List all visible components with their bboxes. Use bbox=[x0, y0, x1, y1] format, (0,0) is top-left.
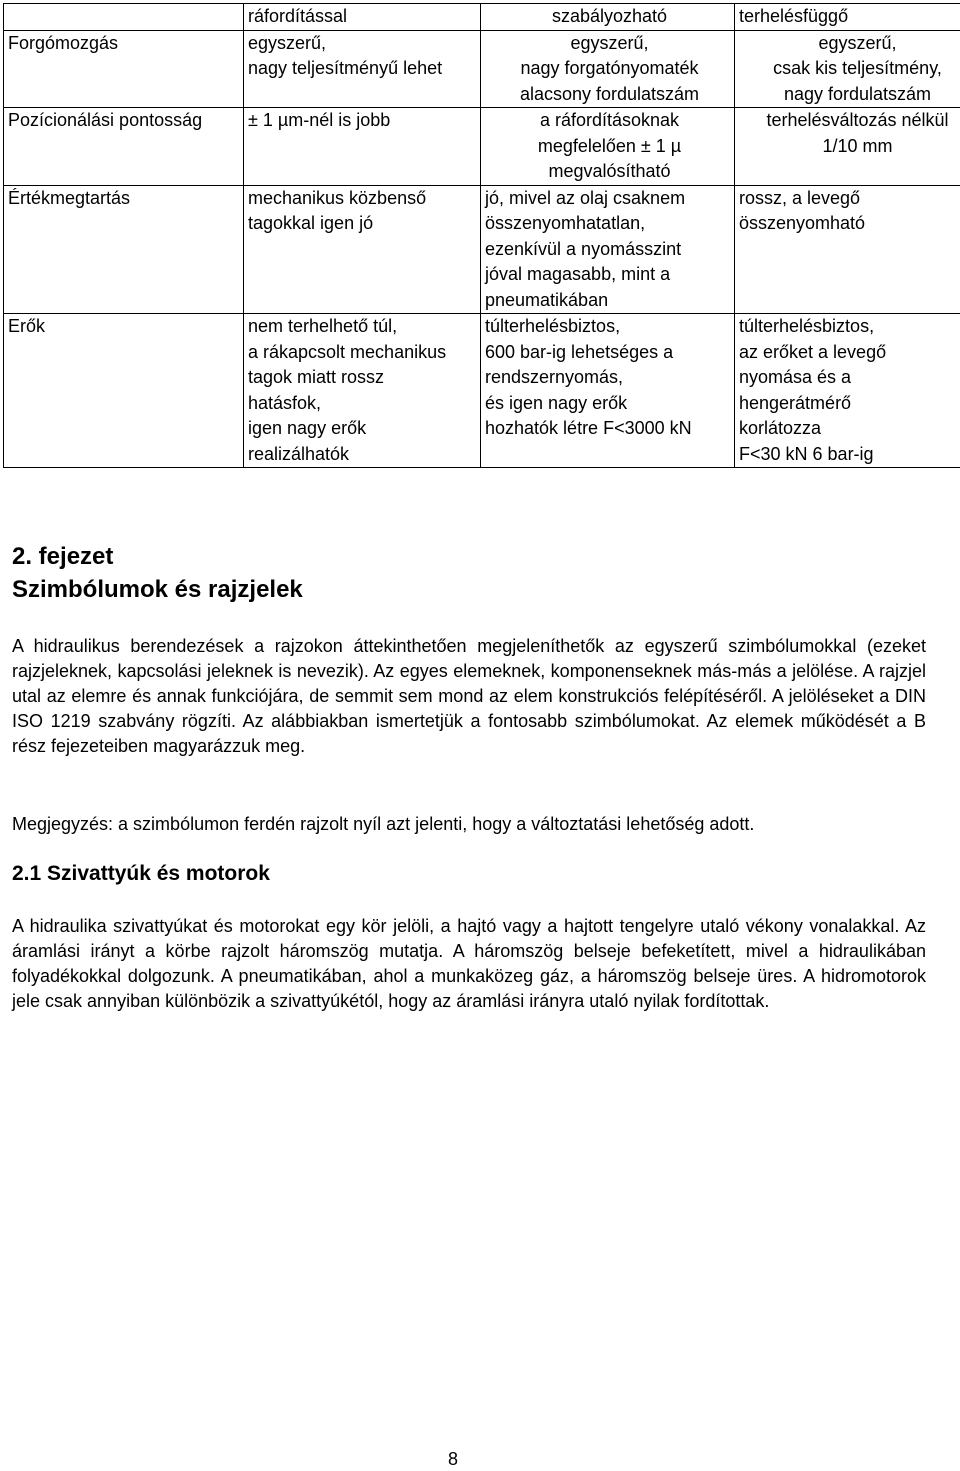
cell-line: az erőket a levegő bbox=[739, 341, 887, 362]
cell-line: nagy teljesítményű lehet bbox=[248, 58, 443, 78]
cell-line: egyszerű, bbox=[248, 32, 327, 53]
cell-line: nyomása és a bbox=[739, 367, 852, 387]
cell-line: alacsony fordulatszám bbox=[519, 83, 700, 104]
cell-line: csak kis teljesítmény, bbox=[773, 58, 942, 78]
cell-line: terhelésfüggő bbox=[739, 6, 849, 26]
cell-line: megfelelően ± 1 µ bbox=[537, 135, 682, 156]
cell-line: szabályozható bbox=[551, 6, 668, 26]
page-number: 8 bbox=[448, 1449, 459, 1469]
cell-line: 1/10 mm bbox=[822, 135, 893, 156]
cell-line: tagokkal igen jó bbox=[248, 213, 374, 233]
row-label bbox=[4, 30, 244, 108]
cell-line: ráfordítással bbox=[248, 6, 348, 26]
cell-line: túlterhelésbiztos, bbox=[739, 316, 875, 336]
cell-line: nem terhelhető túl, bbox=[248, 316, 398, 336]
cell-line: és igen nagy erők bbox=[485, 392, 628, 413]
table-cell bbox=[244, 4, 481, 31]
cell-line: Forgómozgás bbox=[8, 32, 119, 53]
row-label bbox=[4, 185, 244, 314]
table-cell bbox=[244, 108, 481, 186]
table-cell bbox=[735, 185, 960, 314]
cell-line: tagok miatt rossz bbox=[248, 367, 385, 387]
table-row bbox=[4, 185, 960, 314]
cell-line: összenyomhatatlan, bbox=[485, 213, 646, 233]
cell-line: egyszerű, bbox=[818, 32, 897, 53]
section-title: 2.1 Szivattyúk és motorok bbox=[12, 862, 270, 885]
cell-line: nagy forgatónyomaték bbox=[520, 58, 699, 78]
note-paragraph: Megjegyzés: a szimbólumon ferdén rajzolt nyíl azt jelenti, hogy a változtatási lehetőség adott. bbox=[12, 814, 755, 834]
table-cell-empty bbox=[4, 4, 244, 31]
cell-line: Értékmegtartás bbox=[8, 187, 131, 208]
table-cell bbox=[244, 185, 481, 314]
cell-line: a ráfordításoknak bbox=[539, 110, 680, 130]
row-label bbox=[4, 314, 244, 468]
cell-line: jó, mivel az olaj csaknem bbox=[485, 187, 686, 208]
comparison-table bbox=[3, 3, 960, 468]
table-cell bbox=[481, 4, 735, 31]
cell-line: ezenkívül a nyomásszint bbox=[485, 238, 682, 259]
table-cell bbox=[735, 314, 960, 468]
row-label bbox=[4, 108, 244, 186]
cell-line: ± 1 µm-nél is jobb bbox=[248, 110, 391, 130]
paragraph-intro: A hidraulikus berendezések a rajzokon áttekinthetően megjeleníthetők az egyszerű szimbólumokkal (ezeket rajzjeleknek, kapcsolási jeleknek is nevezik). Az egyes elemeknek, komponenseknek más-más a jelölése. A rajzjel utal az elemre és annak funkciójára, de semmit sem mond az elem konstrukciós felépítéséről. A jelöléseket a DIN ISO 1219 szabvány rögzíti. Az alábbiakban ismertetjük a fontosabb szimbólumokat. Az elemek működését a B rész fejezeteiben magyarázzuk meg. bbox=[12, 636, 926, 756]
cell-line: mechanikus közbenső bbox=[248, 187, 427, 208]
cell-line: összenyomható bbox=[739, 213, 866, 233]
table-row bbox=[4, 30, 960, 108]
cell-line: egyszerű, bbox=[570, 32, 649, 53]
table-cell bbox=[735, 108, 960, 186]
cell-line: jóval magasabb, mint a bbox=[485, 264, 671, 284]
table-cell bbox=[244, 30, 481, 108]
cell-line: rossz, a levegő bbox=[739, 187, 861, 208]
table-row bbox=[4, 108, 960, 186]
table-row bbox=[4, 314, 960, 468]
table-cell bbox=[735, 4, 960, 31]
cell-line: hatásfok, bbox=[248, 392, 322, 413]
cell-line: nagy fordulatszám bbox=[783, 83, 932, 104]
chapter-title: Szimbólumok és rajzjelek bbox=[12, 576, 303, 603]
cell-line: megvalósítható bbox=[548, 161, 671, 181]
table-cell bbox=[735, 30, 960, 108]
cell-line: a rákapcsolt mechanikus bbox=[248, 341, 447, 362]
cell-line: realizálhatók bbox=[248, 443, 350, 464]
cell-line: pneumatikában bbox=[485, 289, 609, 310]
table-cell bbox=[481, 185, 735, 314]
table-cell bbox=[481, 108, 735, 186]
cell-line: terhelésváltozás nélkül bbox=[766, 110, 949, 130]
table-cell bbox=[244, 314, 481, 468]
chapter-number: 2. fejezet bbox=[12, 543, 114, 570]
cell-line: F<30 kN 6 bar-ig bbox=[739, 443, 874, 464]
cell-line: rendszernyomás, bbox=[485, 367, 624, 387]
cell-line: igen nagy erők bbox=[248, 418, 367, 438]
cell-line: hozhatók létre F<3000 kN bbox=[485, 418, 692, 438]
cell-line: korlátozza bbox=[739, 418, 822, 438]
cell-line: hengerátmérő bbox=[739, 392, 852, 413]
cell-line: 600 bar-ig lehetséges a bbox=[485, 341, 674, 362]
table-row bbox=[4, 4, 960, 31]
table-cell bbox=[481, 30, 735, 108]
cell-line: Erők bbox=[8, 316, 46, 336]
table-cell bbox=[481, 314, 735, 468]
cell-line: túlterhelésbiztos, bbox=[485, 316, 621, 336]
paragraph-pumps: A hidraulika szivattyúkat és motorokat egy kör jelöli, a hajtó vagy a hajtott tengelyre utaló vékony vonalakkal. Az áramlási irányt a körbe rajzolt háromszög mutatja. A háromszög belseje befeketített, mivel a hidraulikában folyadékokkal dolgozunk. A pneumatikában, ahol a munkaközeg gáz, a háromszög belseje üres. A hidromotorok jele csak annyiban különbözik a szivattyúkétól, hogy az áramlási irányra utaló nyilak fordítottak. bbox=[12, 916, 926, 1011]
cell-line: Pozícionálási pontosság bbox=[8, 110, 203, 130]
